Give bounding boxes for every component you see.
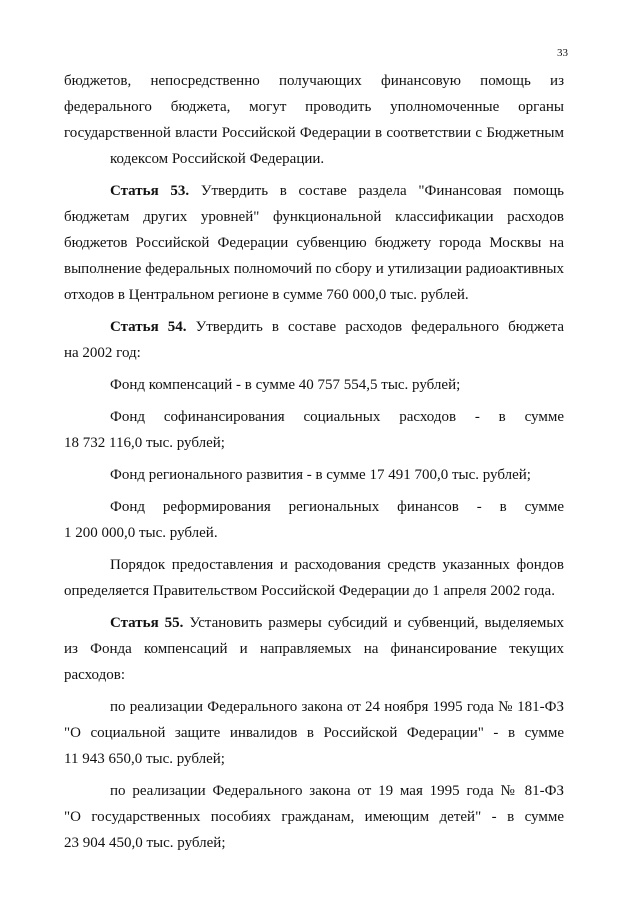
text-line: 18 732 116,0 тыс. рублей; bbox=[64, 435, 225, 451]
text-line: на 2002 год: bbox=[64, 345, 141, 361]
document-body bbox=[64, 68, 564, 856]
text-line: по реализации Федерального закона от 24 ноября 1995 года № 181-ФЗ bbox=[110, 699, 564, 715]
text-line: Фонд регионального развития - в сумме 17 491 700,0 тыс. рублей; bbox=[110, 467, 531, 483]
text-line: определяется Правительством Российской Федерации до 1 апреля 2002 года. bbox=[64, 583, 555, 599]
text-line: бюджетов, непосредственно получающих финансовую помощь из bbox=[64, 73, 564, 89]
text-line: бюджетам других уровней" функциональной классификации расходов bbox=[64, 209, 564, 225]
article-53-first-line bbox=[64, 178, 564, 204]
article-55-heading: Статья 55. bbox=[110, 615, 184, 631]
text-line: Утвердить в составе раздела "Финансовая помощь bbox=[200, 183, 565, 199]
text-line: Фонд софинансирования социальных расходов - в сумме bbox=[110, 409, 564, 425]
text-line: государственной власти Российской Федерации в соответствии с Бюджетным bbox=[64, 125, 564, 141]
text-line: по реализации Федерального закона от 19 мая 1995 года № 81-ФЗ bbox=[110, 783, 564, 799]
text-line: Порядок предоставления и расходования средств указанных фондов bbox=[110, 557, 564, 573]
text-line: Фонд реформирования региональных финансов - в сумме bbox=[110, 499, 564, 515]
text-line: Фонд компенсаций - в сумме 40 757 554,5 тыс. рублей; bbox=[110, 377, 461, 393]
article-54-first-line bbox=[64, 314, 564, 340]
text-line: 11 943 650,0 тыс. рублей; bbox=[64, 751, 225, 767]
text-line: отходов в Центральном регионе в сумме 760 000,0 тыс. рублей. bbox=[64, 287, 469, 303]
article-53-heading: Статья 53. bbox=[110, 183, 190, 199]
page-number: 33 bbox=[557, 47, 568, 59]
text-line: Установить размеры субсидий и субвенций, выделяемых bbox=[189, 615, 565, 631]
text-line: выполнение федеральных полномочий по сбору и утилизации радиоактивных bbox=[64, 261, 564, 277]
article-54-heading: Статья 54. bbox=[110, 319, 187, 335]
text-line: федерального бюджета, могут проводить уполномоченные органы bbox=[64, 99, 564, 115]
article-55-first-line bbox=[64, 610, 564, 636]
text-line: 1 200 000,0 тыс. рублей. bbox=[64, 525, 218, 541]
text-line: бюджетов Российской Федерации субвенцию бюджету города Москвы на bbox=[64, 235, 564, 251]
text-line: расходов: bbox=[64, 667, 125, 683]
text-line: 23 904 450,0 тыс. рублей; bbox=[64, 835, 226, 851]
text-line: "О государственных пособиях гражданам, имеющим детей" - в сумме bbox=[64, 809, 564, 825]
text-line: кодексом Российской Федерации. bbox=[110, 151, 325, 167]
text-line: "О социальной защите инвалидов в Российской Федерации" - в сумме bbox=[64, 725, 564, 741]
text-line: из Фонда компенсаций и направляемых на финансирование текущих bbox=[64, 641, 564, 657]
text-line: Утвердить в составе расходов федерального бюджета bbox=[195, 319, 565, 335]
